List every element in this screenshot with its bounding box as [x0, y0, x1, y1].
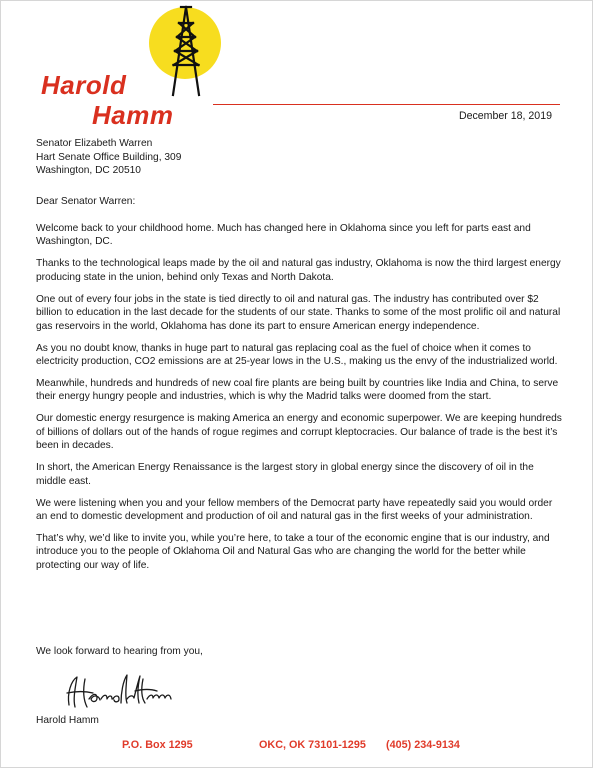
recipient-address-line2: Washington, DC 20510	[36, 165, 141, 177]
oil-derrick-icon	[159, 3, 213, 99]
body-paragraph: We were listening when you and your fellow members of the Democrat party have repeatedly said you would order an end to domestic development and production of oil and natural gas in the first weeks of your administration.	[36, 497, 553, 523]
body-paragraph: Thanks to the technological leaps made by the oil and natural gas industry, Oklahoma is now the third largest energy producing state in the union, behind only Texas and North Dakota.	[36, 258, 561, 283]
body-paragraph: Our domestic energy resurgence is making America an energy and economic superpower. We are keeping hundreds of billions of dollars out of the hands of rogue regimes and corrupt kleptocracies. Our balance of trade is the best it’s been in decades.	[36, 413, 562, 452]
footer-phone: (405) 234-9134	[386, 739, 460, 751]
signer-name: Harold Hamm	[36, 715, 99, 726]
footer-city: OKC, OK 73101-1295	[259, 739, 366, 751]
letter-date: December 18, 2019	[458, 110, 552, 122]
salutation: Dear Senator Warren:	[36, 196, 136, 207]
footer-contact	[1, 739, 593, 755]
footer-po-box: P.O. Box 1295	[122, 739, 193, 751]
body-paragraph: One out of every four jobs in the state is tied directly to oil and natural gas. The industry has contributed over $2 billion to education in the last decade for the students of our state. Thanks to some of the most prolific oil and natural gas reservoirs in the world, Oklahoma has done its part to ensure American energy independence.	[36, 293, 561, 332]
body-paragraph: As you no doubt know, thanks in huge part to natural gas replacing coal as the fuel of choice when it comes to electricity production, CO2 emissions are at 25-year lows in the U.S., making us the envy of the industrialized world.	[36, 342, 558, 368]
recipient-address	[36, 137, 181, 178]
closing-line: We look forward to hearing from you,	[36, 646, 203, 657]
handwritten-signature	[63, 671, 175, 711]
letter-body	[36, 222, 564, 581]
letterhead-name-last: Hamm	[92, 100, 174, 130]
letterhead-rule	[213, 104, 560, 105]
body-paragraph: Welcome back to your childhood home. Much has changed here in Oklahoma since you left for parts east and Washington, DC.	[36, 223, 531, 248]
body-paragraph: In short, the American Energy Renaissance is the largest story in global energy since the discovery of oil in the middle east.	[36, 462, 534, 487]
body-paragraph: Meanwhile, hundreds and hundreds of new coal fire plants are being built by countries like India and China, to serve their energy hungry people and industries, which is why the Madrid talks were doomed from the start.	[36, 378, 559, 403]
letterhead-name-first: Harold	[41, 70, 127, 100]
recipient-name: Senator Elizabeth Warren	[36, 138, 153, 149]
recipient-address-line1: Hart Senate Office Building, 309	[36, 151, 182, 163]
body-paragraph: That’s why, we’d like to invite you, while you’re here, to take a tour of the economic engine that is our industry, and introduce you to the people of Oklahoma Oil and Natural Gas who are changing the world for the better while protecting our way of life.	[36, 533, 550, 571]
